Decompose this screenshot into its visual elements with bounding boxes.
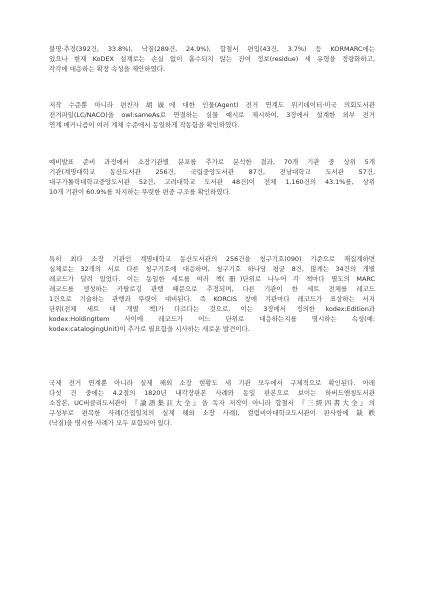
text-line: 전거파일(LC/NACO)을 owl:sameAs로 연결하는 실물 예시로 제시하여, 3장에서 설계한 외부 전거 xyxy=(49,111,375,119)
text-line: 10개 기관이 60.9%를 차지하는 뚜렷한 편중 구조를 확인하였다. xyxy=(49,188,231,196)
text-line: 국제 전거 연계뿐 아니라 실제 해외 소장 현황도 세 기관 모두에서 구체적으로 확인된다. 아래 xyxy=(49,379,375,387)
text-line: 저작 수준뿐 아니라 편찬자 胡廣에 대한 인물(Agent) 전거 연계도 위키데이터·미국 의회도서관 xyxy=(49,101,375,109)
text-line: kodex:HoldingItem 사이에 레코드가 어느 단위로 대응하는지를 명시하는 속성(예: xyxy=(49,315,375,323)
text-line: 레코드가 달려 있었다. 이는 동일한 세트를 여러 책(冊)단위로 나누어 각 책마다 별도의 MARC xyxy=(49,275,375,283)
text-line: 연계 메커니즘이 여러 계체 수준에서 동일하게 작동함을 확인하였다. xyxy=(49,121,240,129)
paragraph-overseas-holdings xyxy=(49,378,375,428)
text-line: 예비발표 준비 과정에서 소장기관별 분포를 추가로 분석한 결과, 70개 기관 중 상위 5개 xyxy=(49,158,375,166)
paragraph-agent-authority xyxy=(49,100,375,130)
text-line: (낙질)을 명시한 사례가 모두 포함되어 있다. xyxy=(49,419,172,427)
text-line: 특히 최다 소장 기관인 계명대학교 동산도서관의 256건을 청구기호(090) 기준으로 재집계하면 xyxy=(49,255,375,263)
text-line: 기관(계명대학교 동산도서관 256건, 국립중앙도서관 87건, 전남대학교 도서관 57건, xyxy=(49,168,375,176)
text-line: 소장본, UC버클리도서관이 『論語集註大全』을 독자 저작이 아니라 합철서 『三經四書大全』의 xyxy=(49,399,375,407)
paragraph-holding-distribution xyxy=(49,157,375,197)
text-line: 대구가톨릭대학교중앙도서관 52건, 고려대학교 도서관 48건)이 전체 1,160건의 43.1%를, 상위 xyxy=(49,178,375,186)
text-line: 있으나 현재 KoDEX 설계로는 손실 없이 흡수되지 않는 잔여 정보(residue) 세 유형을 정량화하고, xyxy=(49,55,375,63)
text-line: 구성부로 편목한 사례(간접일치의 실제 해외 소장 사례), 컬럼비아대학교도서관이 판사항에 缺帙 xyxy=(49,409,375,417)
text-line: kodex:catalogingUnit)이 추가로 필요함을 시사하는 새로운 발견이다. xyxy=(49,325,250,333)
text-line: 불명·추정(392건, 33.8%), 낙질(289건, 24.9%), 합철서 편입(43건, 3.7%) 등 KORMARC에는 xyxy=(49,45,375,53)
text-line: 1건으로 기술하는 관행과 뚜렷이 대비된다. 즉 KORCIS 창에 기관마다 레코드가 표상하는 서지 xyxy=(49,295,375,303)
text-line: 레코드를 생성하는 카탈로깅 관행 때문으로 추정되며, 다른 기관이 한 세트 전체를 레코드 xyxy=(49,285,375,293)
text-line: 단위(전체 세트 대 개별 책)가 다르다는 것으로, 이는 3장에서 정의한 kodex:Edition과 xyxy=(49,305,375,313)
paragraph-cataloging-unit xyxy=(49,254,375,334)
text-line: 실체로는 32개의 서로 다른 청구기호에 대응하며, 청구기호 하나당 평균 8건, 많게는 34건의 개별 xyxy=(49,265,375,273)
text-line: 각각에 대응하는 확장 속성을 제안하였다. xyxy=(49,65,165,73)
paragraph-residue-types xyxy=(49,44,375,74)
text-line: 다섯 건 중에는 4.2절의 1820년 내각장판본 사례와 동일 판본으로 보이는 하버드옌칭도서관 xyxy=(49,389,375,397)
